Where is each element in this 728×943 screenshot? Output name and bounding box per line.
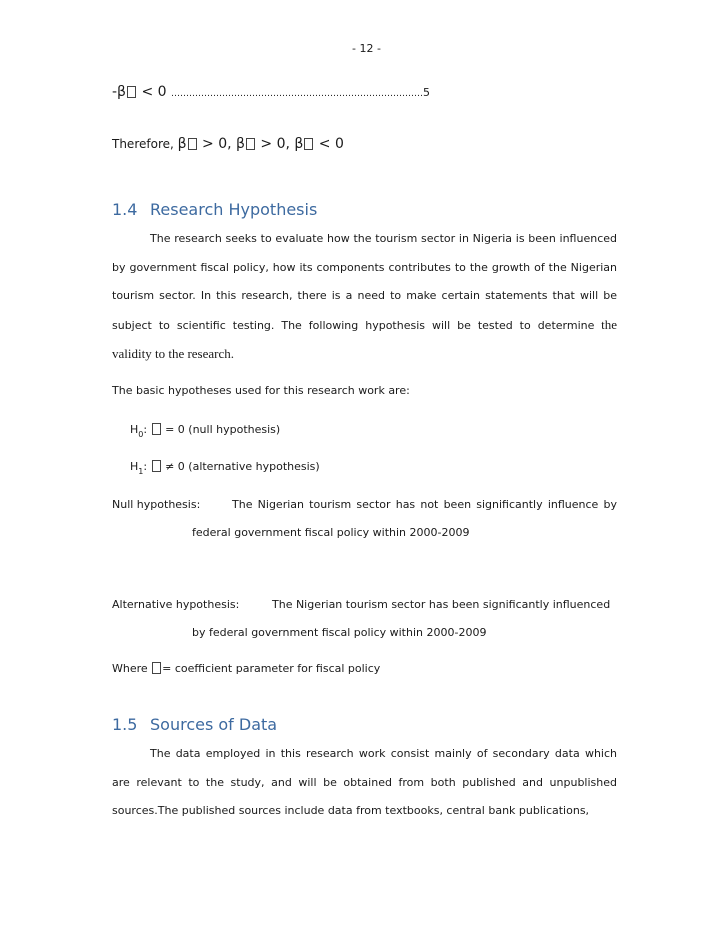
null-hypothesis-text-1: The Nigerian tourism sector has not been significantly influence by <box>232 498 617 511</box>
null-hypothesis-label: Null hypothesis: <box>112 498 201 511</box>
sources-of-data-paragraph <box>112 740 617 826</box>
eq1-dots: ………………………………………………………………………… <box>171 89 423 99</box>
where-text: = coefficient parameter for fiscal policy <box>162 662 381 675</box>
paragraph-text: The data employed in this research work consist mainly of secondary data which are relevant to the study, and will be obtained from both published and unpublished sources.The published sources include data from textbooks, central bank publications, <box>112 747 617 817</box>
eq2-beta-1: β <box>177 136 187 152</box>
h0-label: H <box>130 423 139 436</box>
equation-beta-negative <box>112 84 430 100</box>
missing-glyph-icon <box>188 138 197 150</box>
missing-glyph-icon <box>152 662 161 674</box>
eq2-rel-3: < 0 <box>314 136 344 152</box>
where-definition <box>112 662 380 675</box>
h1-label: H <box>130 460 139 473</box>
missing-glyph-icon <box>152 460 161 472</box>
h0-subscript: 0 <box>138 430 144 439</box>
eq2-beta-3: β <box>294 136 304 152</box>
research-hypothesis-paragraph <box>112 225 617 370</box>
eq1-prefix: -β <box>112 84 126 100</box>
eq2-lead: Therefore, <box>112 137 178 151</box>
null-hypothesis-formula: $H_0$: = 0 (null hypothesis) <box>130 423 281 439</box>
section-title: Research Hypothesis <box>150 200 318 219</box>
h1-subscript: 1 <box>138 467 144 476</box>
paragraph-serif-tail: the validity to the research. <box>112 316 617 361</box>
missing-glyph-icon <box>304 138 313 150</box>
h1-rest: ≠ 0 (alternative hypothesis) <box>161 460 320 473</box>
paragraph-text: The research seeks to evaluate how the tourism sector in Nigeria is been influenced by government fiscal policy, how its components contributes to the growth of the Nigerian tourism sector. In this research, there is a need to make certain statements that will be subject to scientific testing. The following hypothesis will be tested to determine <box>112 232 617 332</box>
missing-glyph-icon <box>127 86 136 98</box>
eq2-beta-2: β <box>236 136 245 152</box>
eq1-relation: < 0 <box>141 84 167 100</box>
basic-hypotheses-intro: The basic hypotheses used for this research work are: <box>112 384 410 397</box>
section-title: Sources of Data <box>150 715 278 734</box>
alternative-hypothesis-formula: $H_1$: ≠ 0 (alternative hypothesis) <box>130 460 320 476</box>
section-number: 1.4 <box>112 200 138 219</box>
section-number: 1.5 <box>112 715 138 734</box>
missing-glyph-icon <box>246 138 255 150</box>
where-prefix: Where <box>112 662 152 675</box>
alternative-hypothesis-text-2: by federal government fiscal policy within 2000-2009 <box>192 626 487 639</box>
eq1-number: 5 <box>423 86 430 99</box>
section-heading-research-hypothesis <box>112 200 317 219</box>
missing-glyph-icon <box>152 423 161 435</box>
h0-rest: = 0 (null hypothesis) <box>161 423 281 436</box>
equation-therefore <box>112 136 344 152</box>
alternative-hypothesis-text-1: The Nigerian tourism sector has been significantly influenced <box>272 598 611 611</box>
alternative-hypothesis-label: Alternative hypothesis: <box>112 598 240 611</box>
null-hypothesis-text-2: federal government fiscal policy within 2000-2009 <box>192 526 470 539</box>
section-heading-sources-of-data <box>112 715 277 734</box>
eq2-rel-2: > 0, <box>255 136 295 152</box>
page-number: - 12 - <box>352 42 381 55</box>
eq2-rel-1: > 0, <box>197 136 237 152</box>
